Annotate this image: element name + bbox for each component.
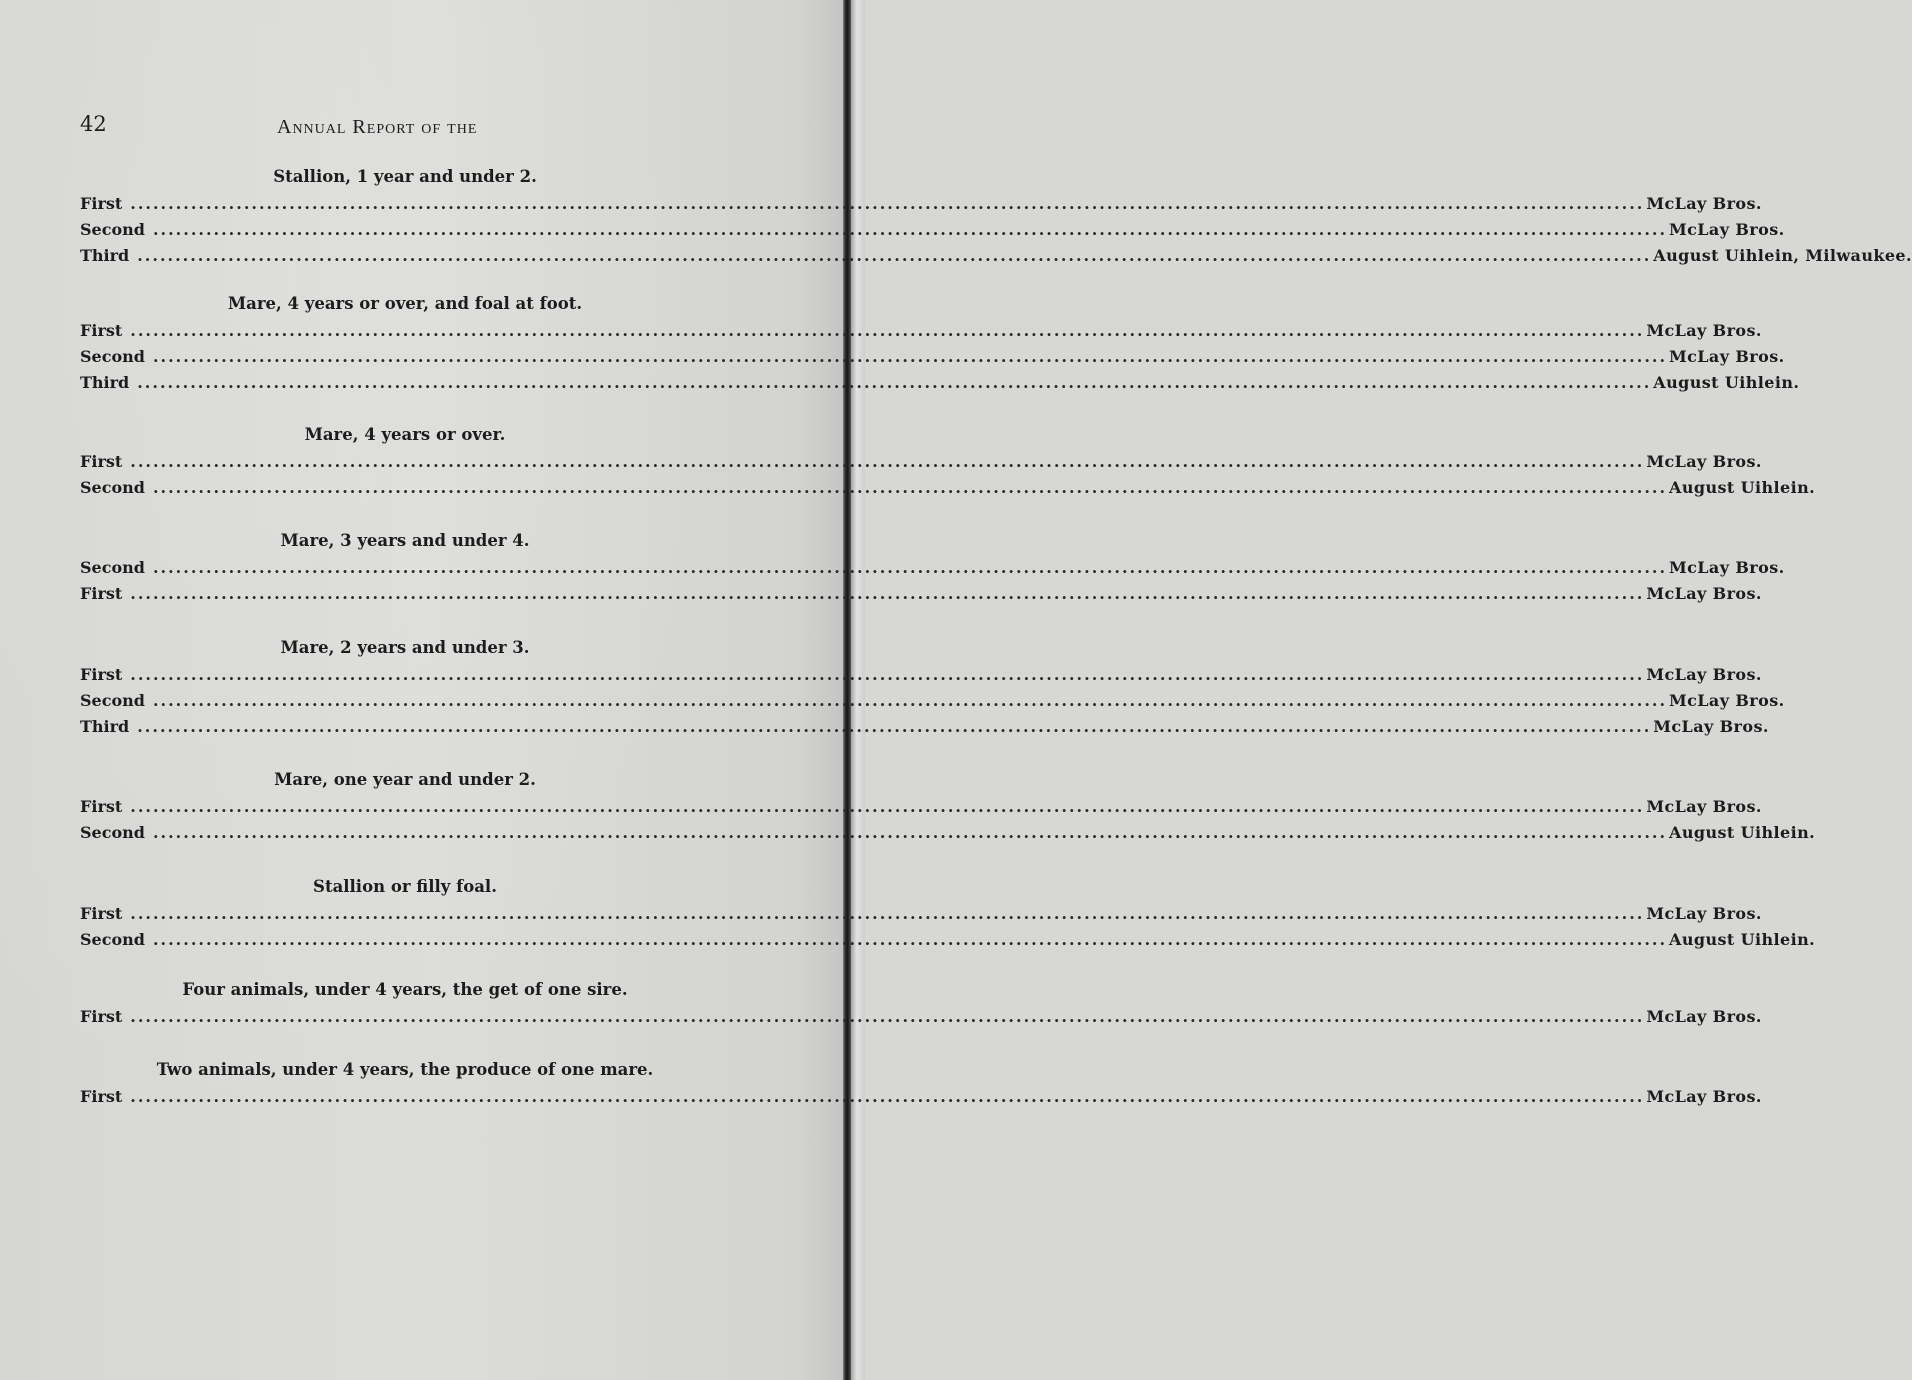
place-label: Second (80, 220, 145, 239)
dot-leader: ........................................................................................................................................................................................................ (152, 558, 1668, 577)
prize-section (80, 423, 1816, 501)
dot-leader: ........................................................................................................................................................................................................ (130, 1087, 1645, 1106)
award-row (80, 794, 1762, 820)
section-title: Four animals, under 4 years, the get of one sire. (182, 980, 628, 999)
dot-leader: ........................................................................................................................................................................................................ (152, 478, 1668, 497)
dot-leader: ........................................................................................................................................................................................................ (130, 904, 1645, 923)
award-row (80, 555, 1785, 581)
winner-name: August Uihlein. (1669, 823, 1816, 842)
winner-name: McLay Bros. (1669, 558, 1785, 577)
place-label: First (80, 194, 123, 213)
dot-leader: ........................................................................................................................................................................................................ (137, 246, 1652, 265)
dot-leader: ........................................................................................................................................................................................................ (130, 321, 1645, 340)
place-label: First (80, 1087, 123, 1106)
award-row (80, 1084, 1762, 1110)
winner-name: McLay Bros. (1653, 717, 1769, 736)
award-row (80, 475, 1816, 501)
place-label: Third (80, 373, 130, 392)
award-row (80, 191, 1762, 217)
award-row (80, 243, 1912, 269)
winner-name: McLay Bros. (1646, 321, 1762, 340)
award-row (80, 901, 1762, 927)
place-label: Second (80, 558, 145, 577)
page-number: 42 (80, 112, 107, 136)
award-row (80, 1004, 1762, 1030)
prize-section (80, 1058, 1762, 1110)
place-label: First (80, 452, 123, 471)
award-row (80, 581, 1762, 607)
section-title: Mare, 2 years and under 3. (280, 638, 530, 657)
dot-leader: ........................................................................................................................................................................................................ (130, 797, 1645, 816)
winner-name: McLay Bros. (1646, 1087, 1762, 1106)
winner-name: McLay Bros. (1646, 797, 1762, 816)
section-title: Mare, one year and under 2. (274, 770, 536, 789)
award-row (80, 370, 1800, 396)
award-row (80, 714, 1769, 740)
place-label: First (80, 321, 123, 340)
winner-name: McLay Bros. (1646, 665, 1762, 684)
place-label: Second (80, 823, 145, 842)
place-label: First (80, 1007, 123, 1026)
dot-leader: ........................................................................................................................................................................................................ (130, 665, 1645, 684)
winner-name: August Uihlein, Milwaukee. (1653, 246, 1912, 265)
winner-name: McLay Bros. (1669, 691, 1785, 710)
section-title: Stallion, 1 year and under 2. (273, 167, 537, 186)
prize-section (80, 636, 1785, 740)
dot-leader: ........................................................................................................................................................................................................ (137, 717, 1652, 736)
prize-section (80, 768, 1816, 846)
dot-leader: ........................................................................................................................................................................................................ (130, 452, 1645, 471)
prize-section (80, 875, 1816, 953)
running-head: Annual Report of the (277, 116, 478, 138)
place-label: Second (80, 478, 145, 497)
section-title: Mare, 4 years or over, and foal at foot. (227, 294, 583, 313)
award-row (80, 820, 1816, 846)
place-label: First (80, 584, 123, 603)
winner-name: August Uihlein. (1669, 478, 1816, 497)
winner-name: McLay Bros. (1646, 194, 1762, 213)
award-row (80, 927, 1816, 953)
place-label: Second (80, 347, 145, 366)
prize-section (80, 529, 1785, 607)
award-row (80, 449, 1762, 475)
dot-leader: ........................................................................................................................................................................................................ (137, 373, 1652, 392)
dot-leader: ........................................................................................................................................................................................................ (152, 691, 1668, 710)
section-title: Mare, 3 years and under 4. (280, 531, 530, 550)
winner-name: McLay Bros. (1646, 1007, 1762, 1026)
award-row (80, 662, 1762, 688)
award-row (80, 688, 1785, 714)
dot-leader: ........................................................................................................................................................................................................ (152, 347, 1668, 366)
winner-name: August Uihlein. (1669, 930, 1816, 949)
winner-name: McLay Bros. (1646, 452, 1762, 471)
winner-name: McLay Bros. (1646, 584, 1762, 603)
place-label: Second (80, 930, 145, 949)
winner-name: McLay Bros. (1646, 904, 1762, 923)
place-label: Third (80, 246, 130, 265)
dot-leader: ........................................................................................................................................................................................................ (152, 220, 1668, 239)
place-label: Third (80, 717, 130, 736)
prize-section (80, 292, 1800, 396)
award-row (80, 318, 1762, 344)
winner-name: McLay Bros. (1669, 220, 1785, 239)
section-title: Stallion or filly foal. (313, 877, 497, 896)
prize-section (80, 978, 1762, 1030)
winner-name: McLay Bros. (1669, 347, 1785, 366)
winner-name: August Uihlein. (1653, 373, 1800, 392)
place-label: First (80, 665, 123, 684)
dot-leader: ........................................................................................................................................................................................................ (130, 584, 1645, 603)
section-title: Two animals, under 4 years, the produce of one mare. (156, 1060, 654, 1079)
place-label: Second (80, 691, 145, 710)
award-row (80, 344, 1785, 370)
place-label: First (80, 904, 123, 923)
prize-section (80, 165, 1912, 269)
dot-leader: ........................................................................................................................................................................................................ (152, 930, 1668, 949)
dot-leader: ........................................................................................................................................................................................................ (152, 823, 1668, 842)
dot-leader: ........................................................................................................................................................................................................ (130, 1007, 1645, 1026)
place-label: First (80, 797, 123, 816)
award-row (80, 217, 1785, 243)
section-title: Mare, 4 years or over. (304, 425, 506, 444)
dot-leader: ........................................................................................................................................................................................................ (130, 194, 1645, 213)
